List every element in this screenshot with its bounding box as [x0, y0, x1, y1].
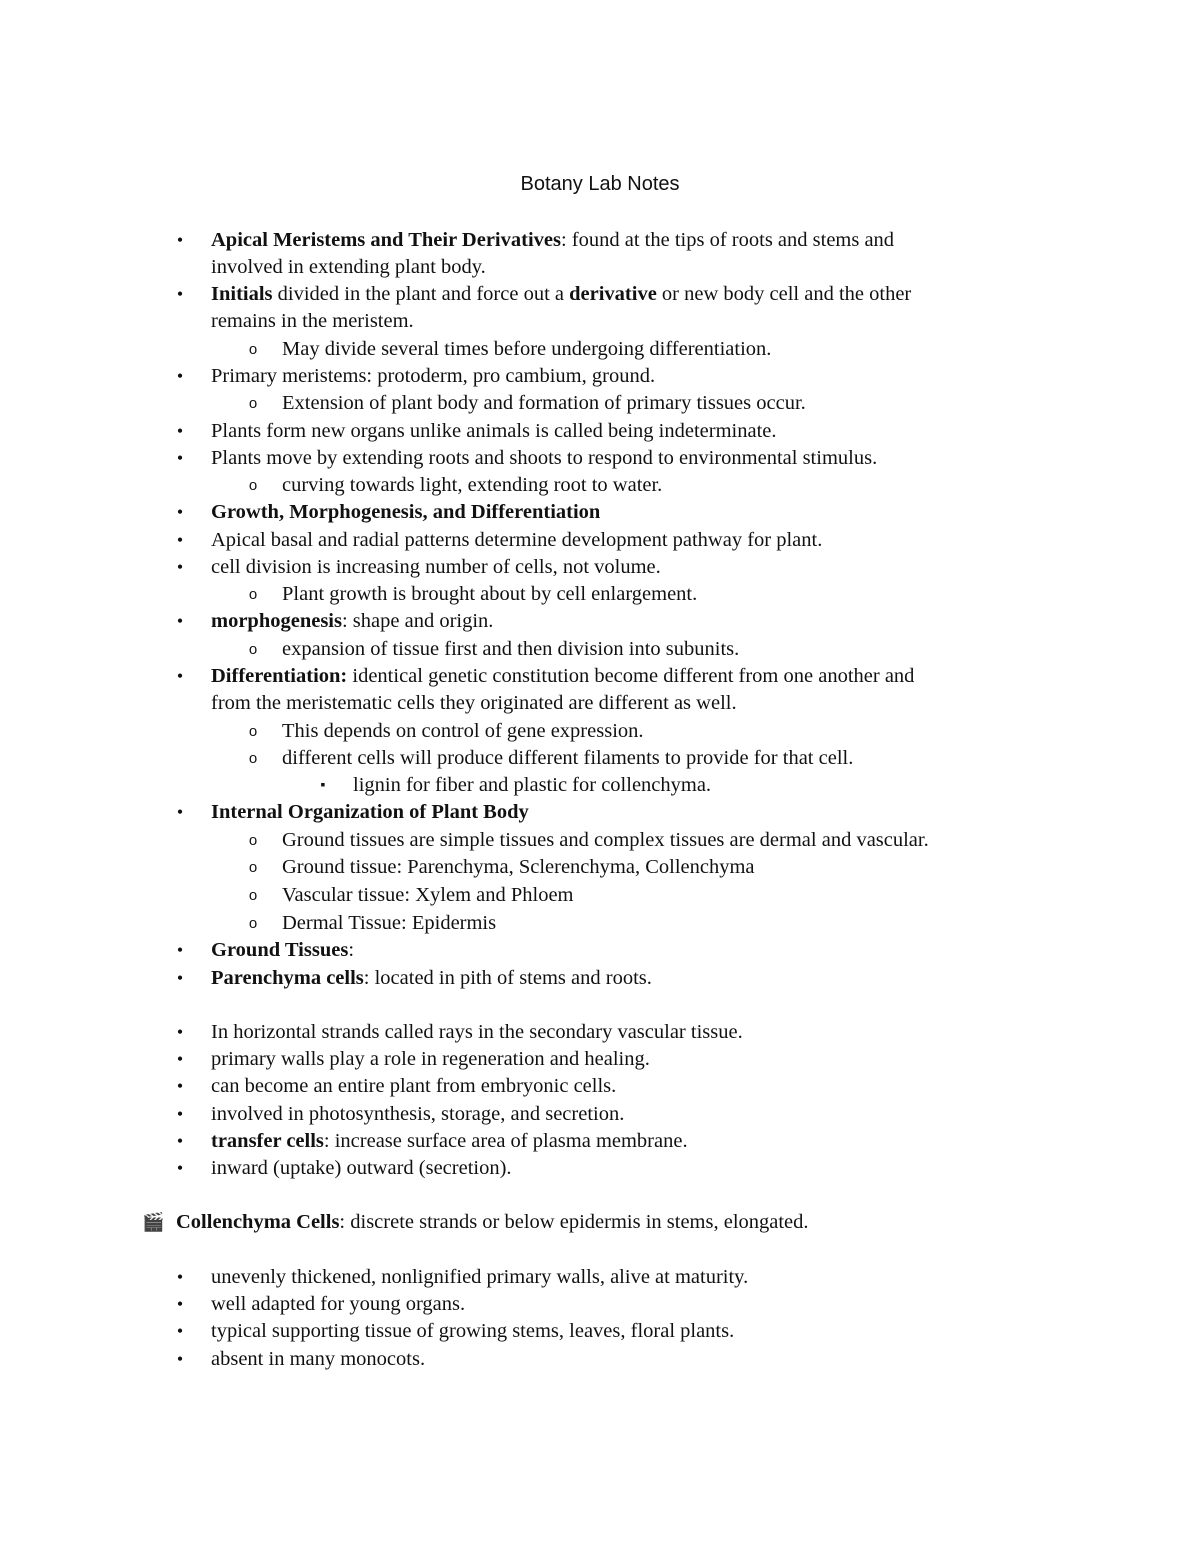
list-item-text: Extension of plant body and formation of primary tissues occur.	[282, 392, 806, 414]
list-item-text: Plant growth is brought about by cell enlargement.	[282, 583, 698, 605]
list-item-text: Ground tissues are simple tissues and complex tissues are dermal and vascular.	[282, 829, 929, 851]
list-item	[211, 1073, 616, 1100]
circle-marker: o	[248, 586, 258, 603]
bullet-marker: •	[176, 502, 184, 522]
list-item-text: This depends on control of gene expression.	[282, 720, 644, 742]
sub-list-item	[282, 827, 929, 854]
list-item-text: cell division is increasing number of cells, not volume.	[211, 556, 661, 578]
list-item	[211, 363, 655, 390]
list-item	[211, 799, 529, 826]
list-item-text: involved in photosynthesis, storage, and secretion.	[211, 1103, 625, 1125]
list-item-text: Dermal Tissue: Epidermis	[282, 912, 497, 934]
list-item	[211, 1264, 748, 1291]
list-item-text: : found at the tips of roots and stems and	[560, 229, 895, 251]
circle-marker: o	[248, 887, 258, 904]
circle-marker: o	[248, 915, 258, 932]
list-item	[211, 965, 652, 992]
bullet-marker: •	[176, 1158, 184, 1178]
circle-marker: o	[248, 750, 258, 767]
list-item-text: different cells will produce different filaments to provide for that cell.	[282, 747, 854, 769]
list-item	[211, 1128, 688, 1155]
list-item-text: curving towards light, extending root to water.	[282, 474, 663, 496]
list-item-text: remains in the meristem.	[211, 310, 414, 332]
sub-list-item	[282, 745, 853, 772]
list-item	[211, 1155, 512, 1182]
list-item	[211, 445, 877, 472]
list-item-bold: Apical Meristems and Their Derivatives	[211, 229, 561, 251]
sub-list-item	[282, 854, 755, 881]
bullet-marker: •	[176, 1131, 184, 1151]
list-item	[211, 499, 600, 526]
list-item-text: Plants move by extending roots and shoots to respond to environmental stimulus.	[211, 447, 878, 469]
list-item	[211, 227, 894, 254]
list-item-text: : located in pith of stems and roots.	[363, 967, 652, 989]
list-item	[211, 1318, 734, 1345]
list-item-text: Plants form new organs unlike animals is called being indeterminate.	[211, 420, 777, 442]
list-item-text: In horizontal strands called rays in the secondary vascular tissue.	[211, 1021, 743, 1043]
bullet-marker: •	[176, 530, 184, 550]
bullet-marker: •	[176, 940, 184, 960]
sub-list-item	[282, 636, 739, 663]
bullet-marker: •	[176, 1267, 184, 1287]
list-item-text: Ground tissue: Parenchyma, Sclerenchyma, Collenchyma	[282, 856, 755, 878]
bullet-marker: •	[176, 666, 184, 686]
circle-marker: o	[248, 395, 258, 412]
list-item-bold: transfer cells	[211, 1130, 324, 1152]
list-item-bold: derivative	[569, 283, 657, 305]
list-item-text: primary walls play a role in regeneration and healing.	[211, 1048, 650, 1070]
list-item-text: : increase surface area of plasma membrane.	[323, 1130, 688, 1152]
list-item	[211, 281, 911, 308]
bullet-marker: •	[176, 1349, 184, 1369]
circle-marker: o	[248, 859, 258, 876]
list-item	[211, 1046, 650, 1073]
list-item-bold: Collenchyma Cells	[176, 1211, 340, 1233]
list-item-text: May divide several times before undergoing differentiation.	[282, 338, 772, 360]
list-item-text: Primary meristems: protoderm, pro cambium, ground.	[211, 365, 656, 387]
list-item-continuation	[211, 690, 737, 717]
circle-marker: o	[248, 341, 258, 358]
bullet-marker: •	[176, 1104, 184, 1124]
list-item-text: : shape and origin.	[341, 610, 494, 632]
sub-list-item	[282, 718, 644, 745]
list-item-bold: Ground Tissues	[211, 939, 349, 961]
list-item	[211, 1346, 425, 1373]
list-item-text: unevenly thickened, nonlignified primary walls, alive at maturity.	[211, 1266, 749, 1288]
list-item-text: identical genetic constitution become different from one another and	[347, 665, 915, 687]
bullet-marker: •	[176, 968, 184, 988]
sub-list-item	[282, 336, 771, 363]
bullet-marker: •	[176, 802, 184, 822]
list-item	[176, 1209, 809, 1236]
list-item-text: absent in many monocots.	[211, 1348, 426, 1370]
bullet-marker: •	[176, 1022, 184, 1042]
circle-marker: o	[248, 477, 258, 494]
list-item-text: divided in the plant and force out a	[272, 283, 570, 305]
list-item	[211, 1019, 743, 1046]
bullet-marker: •	[176, 421, 184, 441]
list-item-text: from the meristematic cells they originated are different as well.	[211, 692, 737, 714]
sub-list-item	[282, 882, 574, 909]
list-item-continuation	[211, 254, 486, 281]
list-item-text: :	[348, 939, 355, 961]
bullet-marker: •	[176, 1321, 184, 1341]
bullet-marker: •	[176, 1294, 184, 1314]
list-item-text: Vascular tissue: Xylem and Phloem	[282, 884, 574, 906]
bullet-marker: •	[176, 366, 184, 386]
list-item-bold: Differentiation:	[211, 665, 348, 687]
list-item-text: inward (uptake) outward (secretion).	[211, 1157, 512, 1179]
bullet-marker: •	[176, 448, 184, 468]
list-item-bold: Initials	[211, 283, 273, 305]
list-item-bold: Parenchyma cells	[211, 967, 364, 989]
sub-sub-list-item	[353, 772, 711, 799]
bullet-marker: •	[176, 611, 184, 631]
list-item	[211, 554, 661, 581]
list-item-text: lignin for fiber and plastic for collenchyma.	[353, 774, 712, 796]
circle-marker: o	[248, 723, 258, 740]
list-item-text: or new body cell and the other	[656, 283, 912, 305]
document-title: Botany Lab Notes	[520, 173, 680, 195]
sub-list-item	[282, 910, 496, 937]
list-item	[211, 937, 354, 964]
sub-list-item	[282, 472, 662, 499]
list-item	[211, 608, 493, 635]
list-item	[211, 663, 914, 690]
list-item	[211, 1291, 465, 1318]
sub-list-item	[282, 581, 697, 608]
list-item	[211, 418, 777, 445]
bullet-marker: •	[176, 1076, 184, 1096]
list-item-bold: Internal Organization of Plant Body	[211, 801, 529, 823]
bullet-marker: •	[176, 230, 184, 250]
bullet-marker: •	[176, 1049, 184, 1069]
list-item-text: involved in extending plant body.	[211, 256, 486, 278]
bullet-marker: •	[176, 284, 184, 304]
circle-marker: o	[248, 832, 258, 849]
list-item-text: well adapted for young organs.	[211, 1293, 466, 1315]
circle-marker: o	[248, 641, 258, 658]
list-item-text: : discrete strands or below epidermis in stems, elongated.	[339, 1211, 809, 1233]
sub-list-item	[282, 390, 806, 417]
list-item-text: expansion of tissue first and then division into subunits.	[282, 638, 740, 660]
square-marker: ▪	[320, 778, 326, 793]
list-item-bold: morphogenesis	[211, 610, 342, 632]
list-item-continuation	[211, 308, 414, 335]
list-item	[211, 527, 822, 554]
bullet-marker: •	[176, 557, 184, 577]
list-item-bold: Growth, Morphogenesis, and Differentiation	[211, 501, 601, 523]
list-item-text: Apical basal and radial patterns determine development pathway for plant.	[211, 529, 823, 551]
clapperboard-icon: 🎬	[142, 1212, 165, 1232]
list-item-text: typical supporting tissue of growing stems, leaves, floral plants.	[211, 1320, 735, 1342]
list-item	[211, 1101, 624, 1128]
list-item-text: can become an entire plant from embryonic cells.	[211, 1075, 617, 1097]
